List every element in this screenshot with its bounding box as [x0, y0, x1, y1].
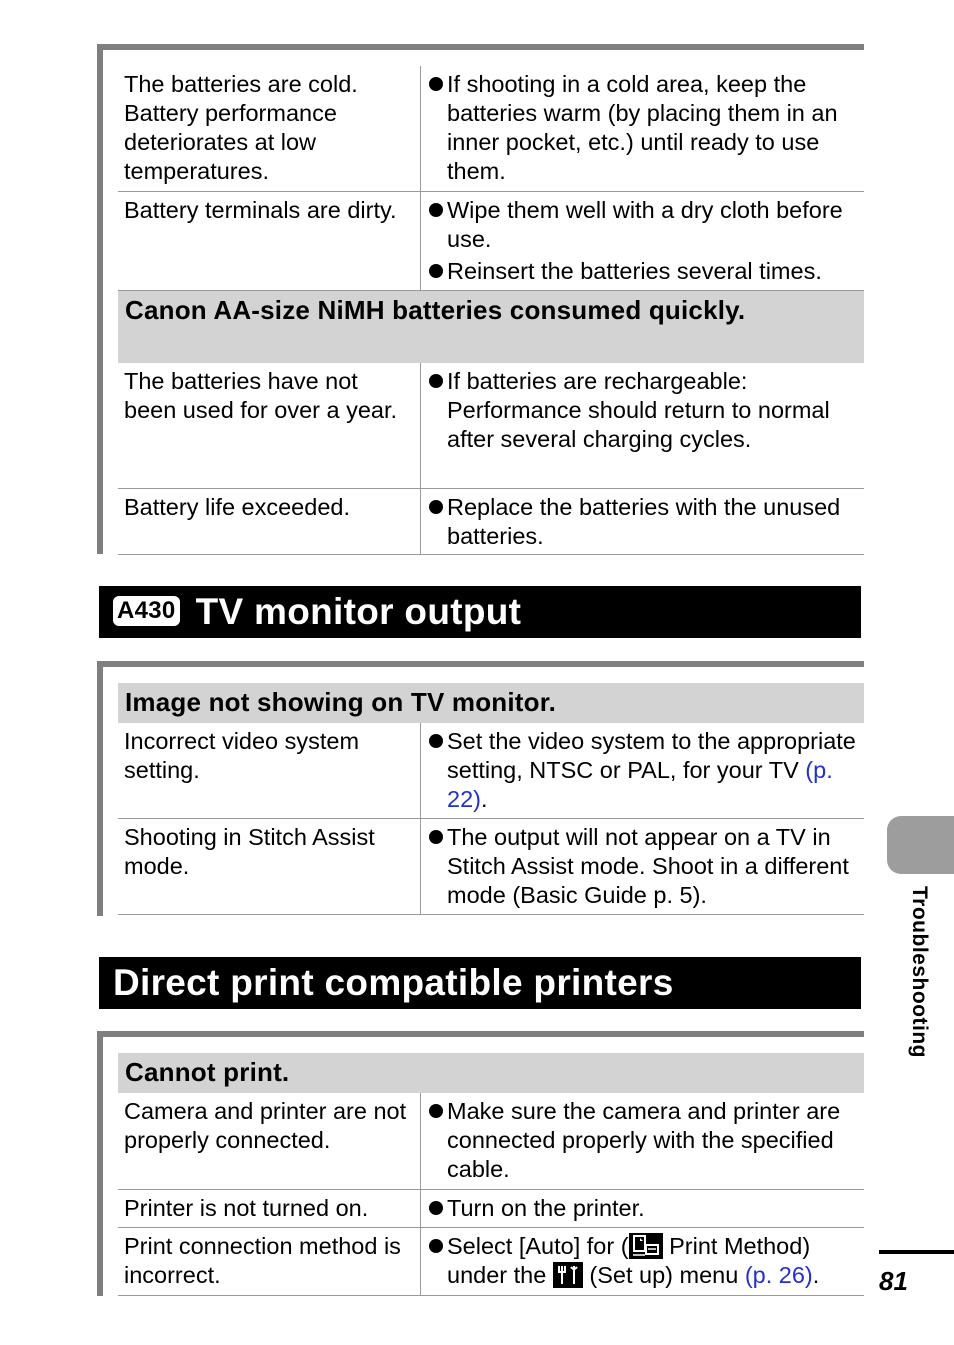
table-row — [118, 66, 864, 192]
page-number: 81 — [879, 1266, 908, 1296]
block-top-rule — [97, 661, 864, 667]
cause-cell: The batteries are cold. Battery performance deteriorates at low temperatures. — [118, 66, 421, 191]
table-row — [118, 192, 864, 291]
bullet-icon — [429, 500, 443, 514]
bullet-icon — [429, 203, 443, 217]
print-troubleshooting-block — [97, 1031, 864, 1296]
print-method-icon — [629, 1233, 663, 1259]
page-number-rule — [879, 1250, 954, 1254]
solution-cell — [421, 1228, 864, 1295]
solution-item: The output will not appear on a TV in Stitch Assist mode. Shoot in a different mode (Basic Guide p. 5). — [428, 823, 858, 910]
solution-cell — [421, 723, 864, 818]
block-left-rule — [97, 661, 103, 916]
table-row — [118, 1228, 864, 1296]
solution-item: Select [Auto] for ( Print Method) under the (Set up) menu (p. 26). — [428, 1232, 858, 1290]
tv-troubleshooting-block — [97, 661, 864, 916]
table-row — [118, 1190, 864, 1228]
section-title-text: TV monitor output — [195, 591, 522, 632]
solution-item: Replace the batteries with the unused batteries. — [428, 493, 858, 551]
solution-item: Set the video system to the appropriate setting, NTSC or PAL, for your TV (p. 22). — [428, 727, 858, 814]
table-row — [118, 363, 864, 489]
cause-cell: The batteries have not been used for over a year. — [118, 363, 421, 488]
solution-item: If shooting in a cold area, keep the batteries warm (by placing them in an inner pocket, etc.) until ready to use them. — [428, 70, 858, 186]
block-left-rule — [97, 1031, 103, 1296]
table-row — [118, 1093, 864, 1190]
solution-item: Turn on the printer. — [428, 1194, 858, 1223]
cause-cell: Print connection method is incorrect. — [118, 1228, 421, 1295]
chapter-tab — [887, 816, 954, 874]
solution-item: Wipe them well with a dry cloth before use. — [428, 196, 858, 254]
section-title-tv-monitor — [99, 586, 861, 638]
section-title-direct-print: Direct print compatible printers — [99, 957, 861, 1009]
bullet-icon — [429, 264, 443, 278]
solution-cell — [421, 1093, 864, 1189]
bullet-icon — [429, 830, 443, 844]
problem-heading: Canon AA-size NiMH batteries consumed quickly. — [118, 291, 864, 363]
cause-cell: Camera and printer are not properly connected. — [118, 1093, 421, 1189]
bullet-icon — [429, 1239, 443, 1253]
solution-item: If batteries are rechargeable: Performance should return to normal after several charging cycles. — [428, 367, 858, 454]
bullet-icon — [429, 1104, 443, 1118]
battery-troubleshooting-block — [97, 44, 864, 554]
page-reference-link[interactable]: (p. 26) — [744, 1262, 813, 1288]
cause-cell: Printer is not turned on. — [118, 1190, 421, 1227]
problem-heading: Image not showing on TV monitor. — [118, 683, 864, 723]
bullet-icon — [429, 734, 443, 748]
chapter-label: Troubleshooting — [908, 886, 931, 1058]
solution-item: Reinsert the batteries several times. — [428, 257, 858, 286]
solution-cell — [421, 363, 864, 488]
cause-cell: Incorrect video system setting. — [118, 723, 421, 818]
block-left-rule — [97, 44, 103, 554]
block-top-rule — [97, 1031, 864, 1037]
solution-cell — [421, 1190, 864, 1227]
page-reference-link[interactable]: (p. 22) — [447, 757, 833, 812]
solution-cell — [421, 489, 864, 554]
problem-heading: Cannot print. — [118, 1053, 864, 1093]
cause-cell: Battery terminals are dirty. — [118, 192, 421, 290]
solution-cell — [421, 66, 864, 191]
table-row — [118, 489, 864, 555]
bullet-icon — [429, 374, 443, 388]
cause-cell: Shooting in Stitch Assist mode. — [118, 819, 421, 914]
model-badge: A430 — [113, 596, 180, 626]
bullet-icon — [429, 1201, 443, 1215]
solution-cell — [421, 192, 864, 290]
solution-cell — [421, 819, 864, 914]
table-row — [118, 819, 864, 915]
block-top-rule — [97, 44, 864, 50]
bullet-icon — [429, 77, 443, 91]
solution-item: Make sure the camera and printer are connected properly with the specified cable. — [428, 1097, 858, 1184]
setup-menu-icon — [553, 1262, 583, 1288]
cause-cell: Battery life exceeded. — [118, 489, 421, 554]
table-row — [118, 723, 864, 819]
